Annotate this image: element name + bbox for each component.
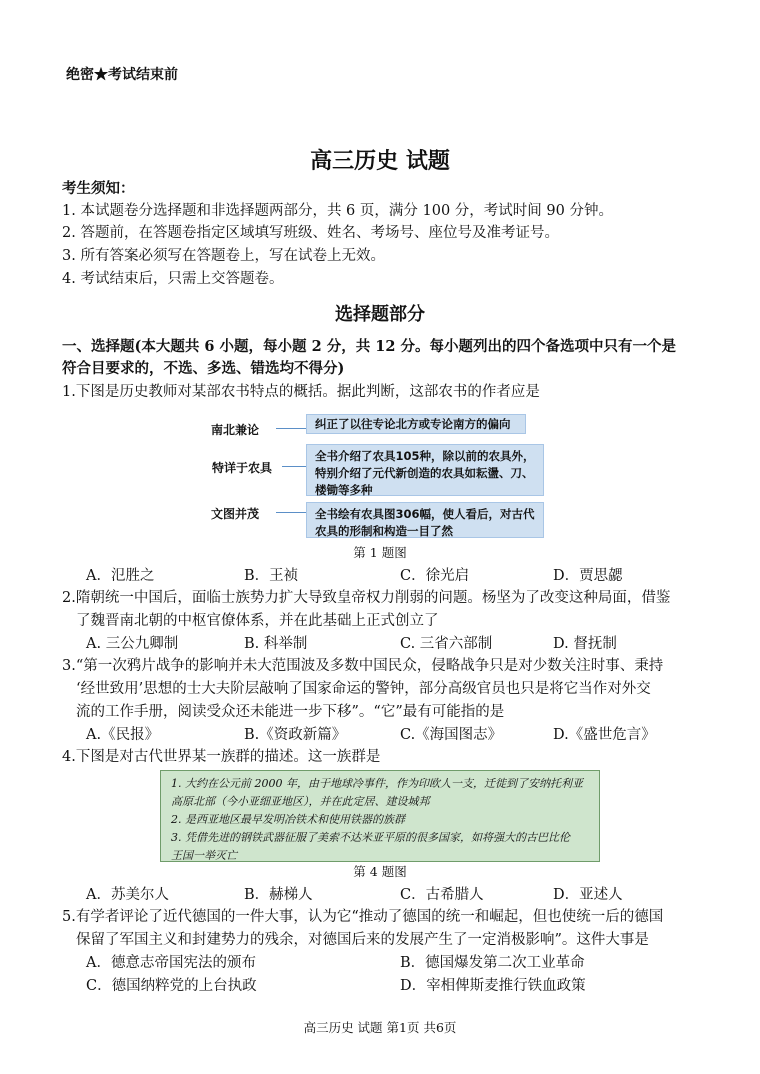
figure1-box-3: 全书绘有农具图306幅，使人看后，对古代农具的形制和构造一目了然 [306,502,544,538]
q3-option-d: D.《盛世危言》 [553,727,656,743]
note-3: 3. 所有答案必须写在答题卷上，写在试卷上无效。 [62,248,385,264]
question-4-stem: 4.下图是对古代世界某一族群的描述。这一族群是 [62,749,381,765]
q1-option-d: D．贾思勰 [553,568,623,584]
figure1-label-3: 文图并茂 [211,507,260,521]
figure1-connector-3 [276,512,306,513]
q1-option-a: A．氾胜之 [86,568,155,584]
q3-option-a: A.《民报》 [86,727,160,743]
question-5-line2: 保留了军国主义和封建势力的残余，对德国后来的发展产生了一定消极影响”。这件大事是 [76,932,649,948]
figure4-caption: 第 4 题图 [353,864,407,879]
figure4-line-5: 王国一举灭亡 [171,849,237,862]
section-title: 选择题部分 [335,304,425,325]
q2-option-a: A. 三公九卿制 [86,636,179,652]
confidential-header: 绝密★考试结束前 [66,67,178,83]
question-3-line3: 流的工作手册，阅读受众还未能进一步下移”。“它”最有可能指的是 [76,704,505,720]
figure4-line-2: 高原北部（今小亚细亚地区），并在此定居、建设城邦 [171,795,430,808]
q4-option-a: A．苏美尔人 [86,887,169,903]
q2-option-c: C. 三省六部制 [400,636,493,652]
notes-title: 考生须知： [62,180,135,197]
q1-option-b: B．王祯 [244,568,299,584]
q1-option-c: C．徐光启 [400,568,470,584]
figure1-box-1: 纠正了以往专论北方或专论南方的偏向 [306,414,526,434]
q4-option-c: C．古希腊人 [400,887,484,903]
figure1-caption: 第 1 题图 [353,545,407,560]
q4-option-b: B．赫梯人 [244,887,313,903]
figure4-line-4: 3. 凭借先进的钢铁武器征服了美索不达米亚平原的很多国家，如将强大的古巴比伦 [171,831,570,844]
question-2-line1: 2.隋朝统一中国后，面临士族势力扩大导致皇帝权力削弱的问题。杨坚为了改变这种局面，借鉴 [62,590,671,606]
question-1-stem: 1.下图是历史教师对某部农书特点的概括。据此判断，这部农书的作者应是 [62,384,540,400]
q2-option-d: D. 督抚制 [553,636,617,652]
q2-option-b: B. 科举制 [244,636,308,652]
figure1-connector-2 [282,466,308,467]
q3-option-b: B.《资政新篇》 [244,727,347,743]
q5-option-d: D．宰相俾斯麦推行铁血政策 [400,978,586,994]
figure4-line-3: 2. 是西亚地区最早发明冶铁术和使用铁器的族群 [171,813,405,826]
note-2: 2. 答题前，在答题卷指定区域填写班级、姓名、考场号、座位号及准考证号。 [62,225,559,241]
q3-option-c: C.《海国图志》 [400,727,503,743]
part1-instructions-line2: 符合目要求的，不选、多选、错选均不得分) [62,360,345,377]
page-title: 高三历史 试题 [310,148,450,174]
note-4: 4. 考试结束后，只需上交答题卷。 [62,271,284,287]
q5-option-b: B．德国爆发第二次工业革命 [400,955,585,971]
q4-option-d: D．亚述人 [553,887,623,903]
question-2-line2: 了魏晋南北朝的中枢官僚体系，并在此基础上正式创立了 [76,613,439,629]
page-footer: 高三历史 试题 第1页 共6页 [303,1020,457,1035]
question-5-line1: 5.有学者评论了近代德国的一件大事，认为它“推动了德国的统一和崛起，但也使统一后的德国 [62,909,664,925]
question-3-line2: ‘经世致用’思想的士大夫阶层敲响了国家命运的警钟，部分高级官员也只是将它当作对外交 [76,681,651,697]
note-1: 1. 本试题卷分选择题和非选择题两部分，共 6 页，满分 100 分，考试时间 90 分钟。 [62,203,613,219]
figure1-connector-1 [276,428,306,429]
figure1-box-2: 全书介绍了农具105种，除以前的农具外，特别介绍了元代新创造的农具如耘盪、刀、楼锄等多种 [306,444,544,496]
part1-instructions-line1: 一、选择题(本大题共 6 小题，每小题 2 分，共 12 分。每小题列出的四个备选项中只有一个是 [62,338,677,355]
question-3-line1: 3.“第一次鸦片战争的影响并未大范围波及多数中国民众，侵略战争只是对少数关注时事、秉持 [62,658,664,674]
q5-option-a: A．德意志帝国宪法的颁布 [86,955,256,971]
figure1-label-2: 特详于农具 [212,461,273,475]
question-4-figure [160,770,600,862]
figure4-line-1: 1. 大约在公元前 2000 年，由于地球冷事件，作为印欧人一支，迁徙到了安纳托利亚 [171,777,583,790]
q5-option-c: C．德国纳粹党的上台执政 [86,978,257,994]
figure1-label-1: 南北兼论 [211,423,260,437]
